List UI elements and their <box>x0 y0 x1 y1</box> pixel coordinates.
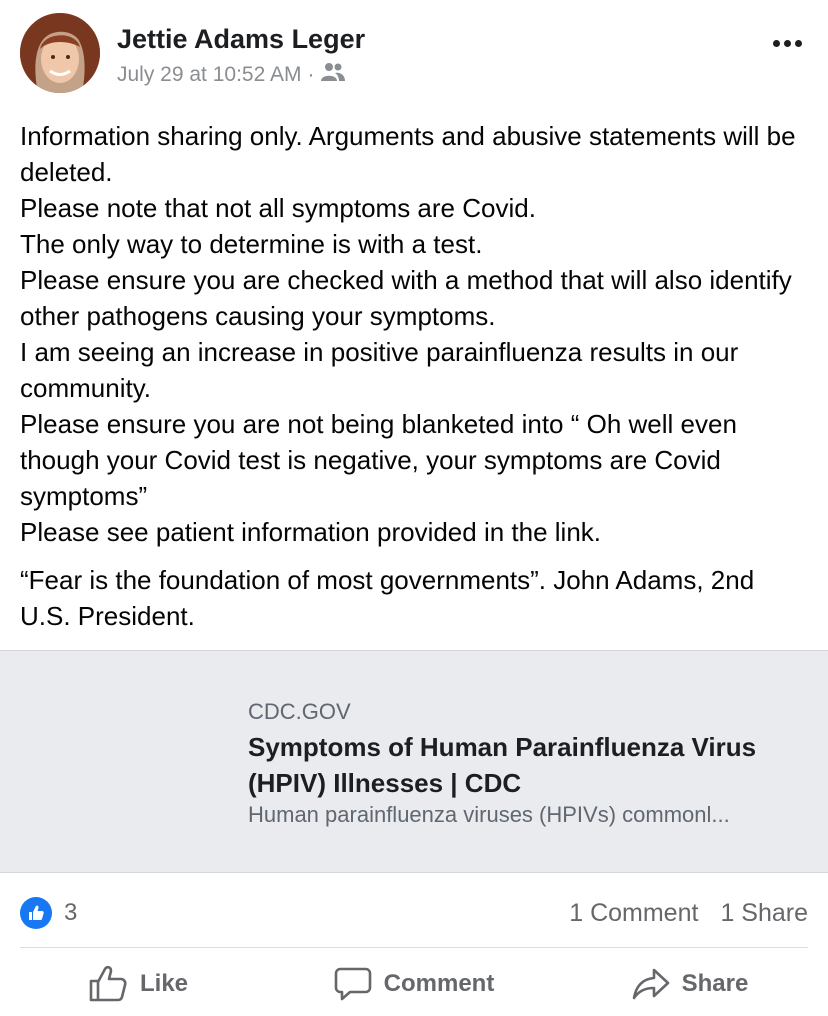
share-count[interactable]: 1 Share <box>720 898 808 927</box>
friends-icon <box>320 62 346 88</box>
post-body <box>20 118 810 634</box>
like-button[interactable] <box>0 955 276 1013</box>
profile-photo <box>20 13 100 93</box>
more-options-icon[interactable] <box>773 40 802 47</box>
link-domain: CDC.GOV <box>248 699 351 724</box>
link-description: Human parainfluenza viruses (HPIVs) commonl... <box>248 802 730 827</box>
meta-separator: · <box>307 63 315 86</box>
action-bar <box>0 955 828 1013</box>
like-label: Like <box>139 970 189 997</box>
share-icon <box>632 967 670 1001</box>
post-text: Information sharing only. Arguments and abusive statements will be deleted. Please note that not all symptoms are Covid. The only way to determine is with a test. Please ensure you are checked with a method that will also identify other pathogens causing your symptoms. I am seeing an increase in positive parainfluenza results in our community. Please ensure you are not being blanketed into “ Oh well even though your Covid test is negative, your symptoms are Covid symptoms” Please see patient information provided in the link. <box>20 121 796 547</box>
comment-icon <box>334 966 372 1002</box>
thumbs-up-icon <box>88 965 128 1003</box>
reaction-count[interactable]: 3 <box>64 899 78 926</box>
link-preview-card[interactable] <box>0 650 828 873</box>
comment-count[interactable]: 1 Comment <box>569 898 699 927</box>
link-title: Symptoms of Human Parainfluenza Virus (HPIV) Illnesses | CDC <box>248 732 757 798</box>
post-meta <box>117 62 346 88</box>
post-stats <box>20 893 808 933</box>
share-button[interactable] <box>552 955 828 1013</box>
avatar[interactable] <box>20 13 100 93</box>
share-label: Share <box>681 970 749 997</box>
divider <box>20 947 808 948</box>
post-timestamp[interactable]: July 29 at 10:52 AM <box>117 63 302 86</box>
author-name[interactable]: Jettie Adams Leger <box>117 24 366 54</box>
like-reaction-icon[interactable] <box>20 897 52 929</box>
comment-button[interactable] <box>276 955 552 1013</box>
comment-label: Comment <box>383 970 495 997</box>
post-quote: “Fear is the foundation of most governments”. John Adams, 2nd U.S. President. <box>20 565 762 631</box>
